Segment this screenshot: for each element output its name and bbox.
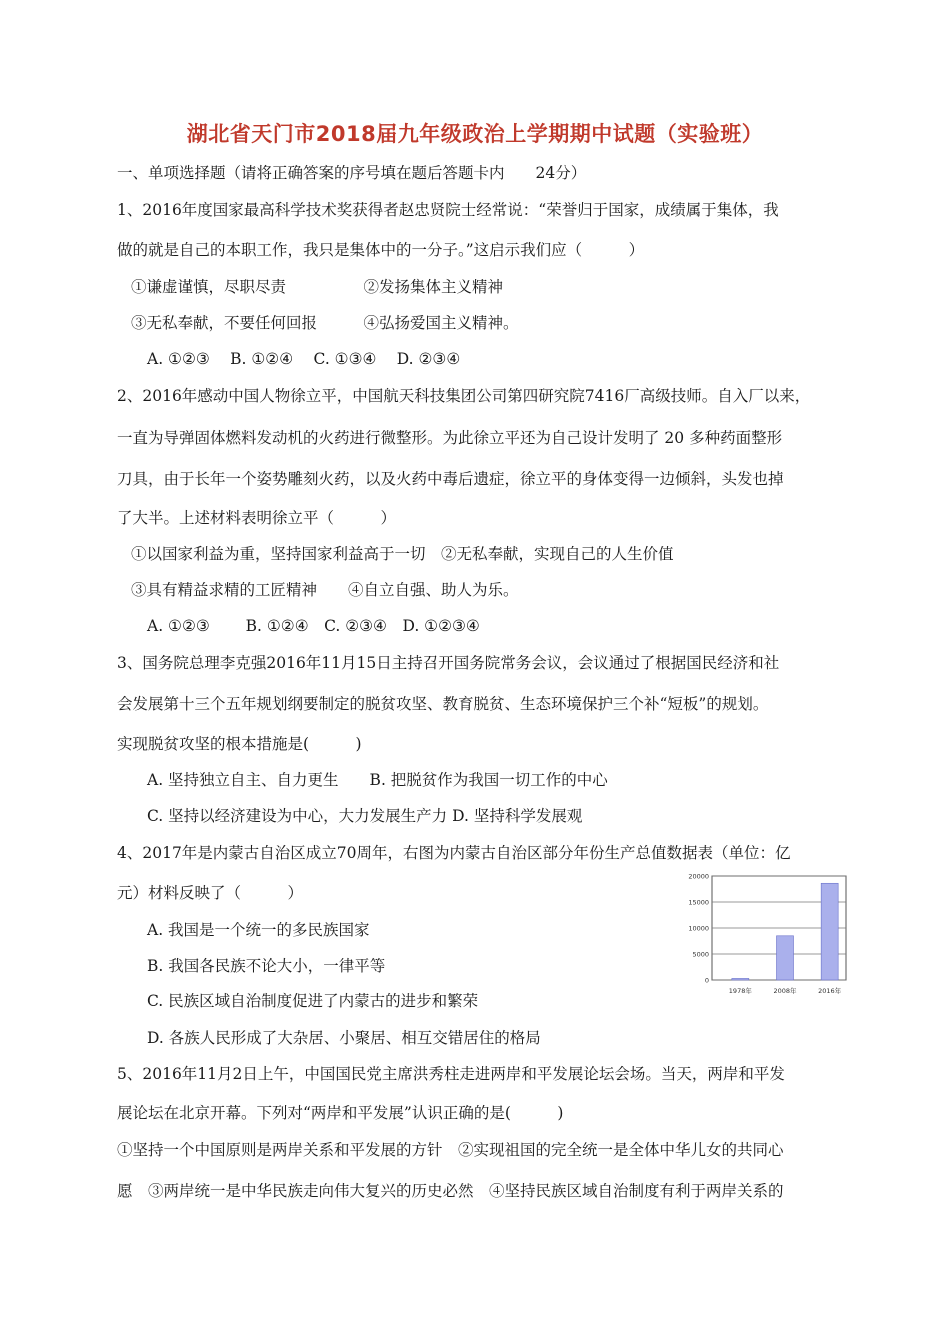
q1-choices: A. ①②③ B. ①②④ C. ①③④ D. ②③④	[147, 350, 461, 368]
chart-x-tick-label: 1978年	[728, 987, 752, 995]
page-title: 湖北省天门市2018届九年级政治上学期期中试题（实验班）	[186, 122, 764, 146]
q4-stem-line1: 4、2017年是内蒙古自治区成立70周年，右图为内蒙古自治区部分年份生产总值数据表（单位：亿	[117, 844, 791, 862]
q3-choices-line2: C. 坚持以经济建设为中心，大力发展生产力 D. 坚持科学发展观	[147, 807, 583, 825]
chart-bar	[732, 978, 749, 980]
chart-bar	[821, 883, 838, 980]
q2-options-line1: ①以国家利益为重，坚持国家利益高于一切 ②无私奉献，实现自己的人生价值	[131, 545, 674, 563]
q4-choice-d: D. 各族人民形成了大杂居、小聚居、相互交错居住的格局	[147, 1029, 541, 1047]
q2-choices: A. ①②③ B. ①②④ C. ②③④ D. ①②③④	[147, 617, 480, 635]
q2-stem-line3: 刀具，由于长年一个姿势雕刻火药，以及火药中毒后遗症，徐立平的身体变得一边倾斜，头发也掉	[117, 470, 784, 488]
q4-stem-line2: 元）材料反映了（ ）	[117, 884, 304, 902]
q2-stem-line1: 2、2016年感动中国人物徐立平，中国航天科技集团公司第四研究院7416厂高级技师。自入厂以来，	[117, 387, 811, 405]
q2-stem-line2: 一直为导弹固体燃料发动机的火药进行微整形。为此徐立平还为自己设计发明了 20 多种药面整形	[117, 429, 783, 447]
q4-choice-a: A. 我国是一个统一的多民族国家	[147, 921, 370, 939]
q4-choice-c: C. 民族区域自治制度促进了内蒙古的进步和繁荣	[147, 992, 479, 1010]
section-heading: 一、单项选择题（请将正确答案的序号填在题后答题卡内 24分）	[117, 164, 587, 182]
q2-options-line2: ③具有精益求精的工匠精神 ④自立自强、助人为乐。	[131, 581, 519, 599]
q3-stem-line2: 会发展第十三个五年规划纲要制定的脱贫攻坚、教育脱贫、生态环境保护三个补“短板”的规划。	[117, 695, 769, 713]
q5-options-line1: ①坚持一个中国原则是两岸关系和平发展的方针 ②实现祖国的完全统一是全体中华儿女的共同心	[117, 1141, 784, 1159]
chart-y-tick-label: 15000	[688, 898, 709, 907]
q3-choices-line1: A. 坚持独立自主、自力更生 B. 把脱贫作为我国一切工作的中心	[147, 771, 608, 789]
chart-y-tick-label: 5000	[692, 950, 709, 959]
q5-stem-line2: 展论坛在北京开幕。下列对“两岸和平发展”认识正确的是( )	[117, 1104, 564, 1122]
chart-y-tick-label: 0	[704, 976, 709, 985]
q4-choice-b: B. 我国各民族不论大小，一律平等	[147, 957, 386, 975]
q1-stem-line1: 1、2016年度国家最高科学技术奖获得者赵忠贤院士经常说：“荣誉归于国家，成绩属于集体，我	[117, 201, 779, 219]
q1-options-line2: ③无私奉献，不要任何回报 ④弘扬爱国主义精神。	[131, 314, 519, 332]
chart-y-tick-label: 20000	[688, 872, 709, 881]
q1-stem-line2: 做的就是自己的本职工作，我只是集体中的一分子。”这启示我们应（ ）	[117, 241, 645, 259]
q2-stem-line4: 了大半。上述材料表明徐立平（ ）	[117, 509, 397, 527]
chart-x-tick-label: 2008年	[773, 987, 797, 995]
chart-y-tick-label: 10000	[688, 924, 709, 933]
q5-stem-line1: 5、2016年11月2日上午，中国国民党主席洪秀柱走进两岸和平发展论坛会场。当天，两岸和平发	[117, 1065, 785, 1083]
q1-options-line1: ①谦虚谨慎，尽职尽责 ②发扬集体主义精神	[131, 278, 504, 296]
chart-bar	[777, 936, 794, 980]
q3-stem-line3: 实现脱贫攻坚的根本措施是( )	[117, 735, 362, 753]
q5-options-line2: 愿 ③两岸统一是中华民族走向伟大复兴的历史必然 ④坚持民族区域自治制度有利于两岸关系的	[117, 1182, 784, 1200]
q3-stem-line1: 3、国务院总理李克强2016年11月15日主持召开国务院常务会议，会议通过了根据国民经济和社	[117, 654, 780, 672]
chart-x-tick-label: 2016年	[818, 987, 842, 995]
gdp-bar-chart	[686, 868, 850, 1004]
